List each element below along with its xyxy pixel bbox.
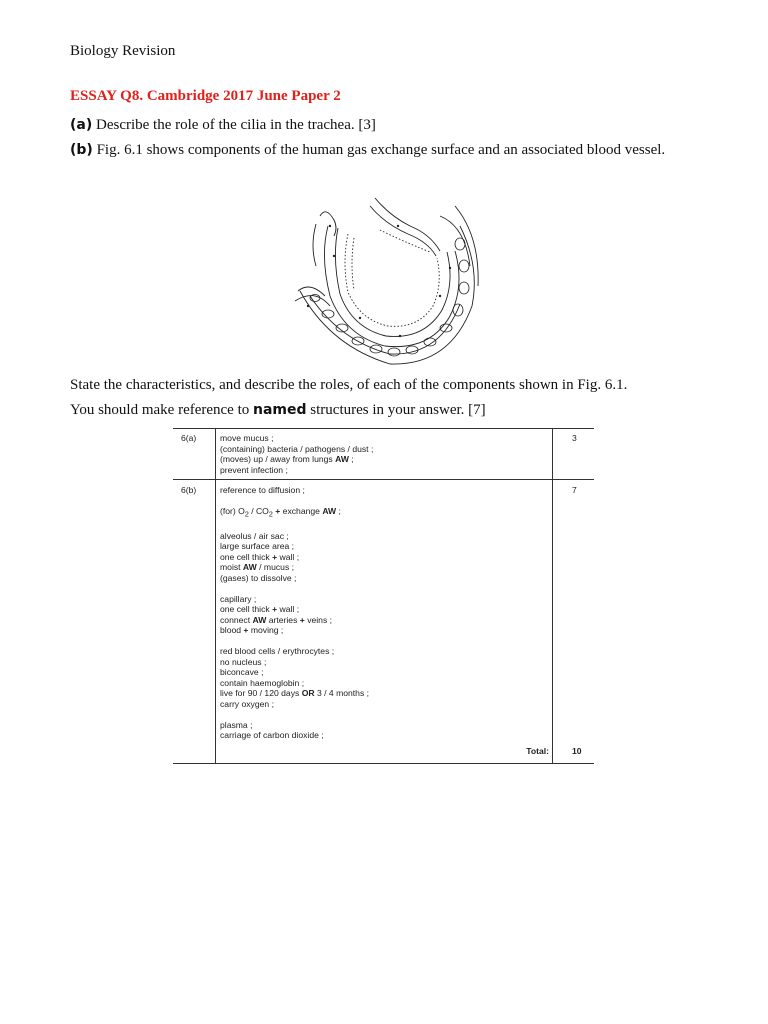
answer-line: (gases) to dissolve ; — [220, 572, 297, 583]
row-divider — [173, 479, 594, 480]
answer-line: plasma ; — [220, 719, 253, 730]
instruction-named: named — [253, 402, 307, 418]
part-a-text: Describe the role of the cilia in the trachea. [3] — [92, 117, 376, 133]
instruction-line-1: State the characteristics, and describe the roles, of each of the components shown in Fig. 6.1. — [70, 377, 628, 393]
total-label: Total: — [526, 746, 549, 756]
part-a-label: (a) — [70, 117, 93, 133]
question-part-a — [70, 113, 670, 138]
answer-line: large surface area ; — [220, 541, 295, 552]
answer-line: carriage of carbon dioxide ; — [220, 730, 324, 741]
mark-scheme-table — [173, 428, 594, 764]
mark-6b: 7 — [572, 485, 577, 495]
answers-6a — [220, 433, 373, 475]
total-value: 10 — [572, 746, 582, 756]
question-number-6a: 6(a) — [181, 433, 197, 443]
answer-line: one cell thick + wall ; — [220, 551, 300, 562]
answer-line: alveolus / air sac ; — [220, 530, 289, 541]
answer-line: (for) $O_2 / CO_2$ + exchange AW ; — [220, 506, 341, 519]
answer-line: prevent infection ; — [220, 464, 288, 475]
answers-6b — [220, 485, 369, 741]
answer-line: contain haemoglobin ; — [220, 677, 305, 688]
page-header: Biology Revision — [70, 43, 176, 59]
answer-line: live for 90 / 120 days OR 3 / 4 months ; — [220, 688, 370, 699]
column-divider-2 — [552, 428, 553, 764]
instructions — [70, 373, 690, 423]
instruction-pre: You should make reference to — [70, 402, 254, 418]
answer-line: moist AW / mucus ; — [220, 562, 295, 573]
answer-line: connect AW arteries + veins ; — [220, 614, 333, 625]
answer-line: no nucleus ; — [220, 656, 267, 667]
alveolus-capillary-figure — [290, 196, 486, 374]
answer-line: (containing) bacteria / pathogens / dust ; — [220, 443, 374, 454]
answer-line: reference to diffusion ; — [220, 485, 305, 495]
question-number-6b: 6(b) — [181, 485, 197, 495]
part-b-label: (b) — [70, 142, 93, 158]
answer-line: red blood cells / erythrocytes ; — [220, 646, 335, 657]
part-b-text: Fig. 6.1 shows components of the human gas exchange surface and an associated blood vessel. — [92, 142, 666, 158]
answer-line: blood + moving ; — [220, 625, 284, 636]
answer-line: move mucus ; — [220, 433, 274, 443]
mark-6a: 3 — [572, 433, 577, 443]
essay-title: ESSAY Q8. Cambridge 2017 June Paper 2 — [70, 88, 341, 104]
answer-line: (moves) up / away from lungs AW ; — [220, 454, 354, 464]
table-bottom-border — [173, 763, 594, 764]
question-part-b — [70, 138, 670, 163]
answer-line: one cell thick + wall ; — [220, 604, 300, 615]
answer-line: biconcave ; — [220, 667, 264, 678]
answer-line: carry oxygen ; — [220, 698, 274, 709]
column-divider-1 — [215, 428, 216, 764]
answer-line: capillary ; — [220, 593, 257, 604]
table-top-border — [173, 428, 594, 429]
instruction-post: structures in your answer. [7] — [306, 402, 486, 418]
instruction-line-2 — [70, 398, 690, 423]
